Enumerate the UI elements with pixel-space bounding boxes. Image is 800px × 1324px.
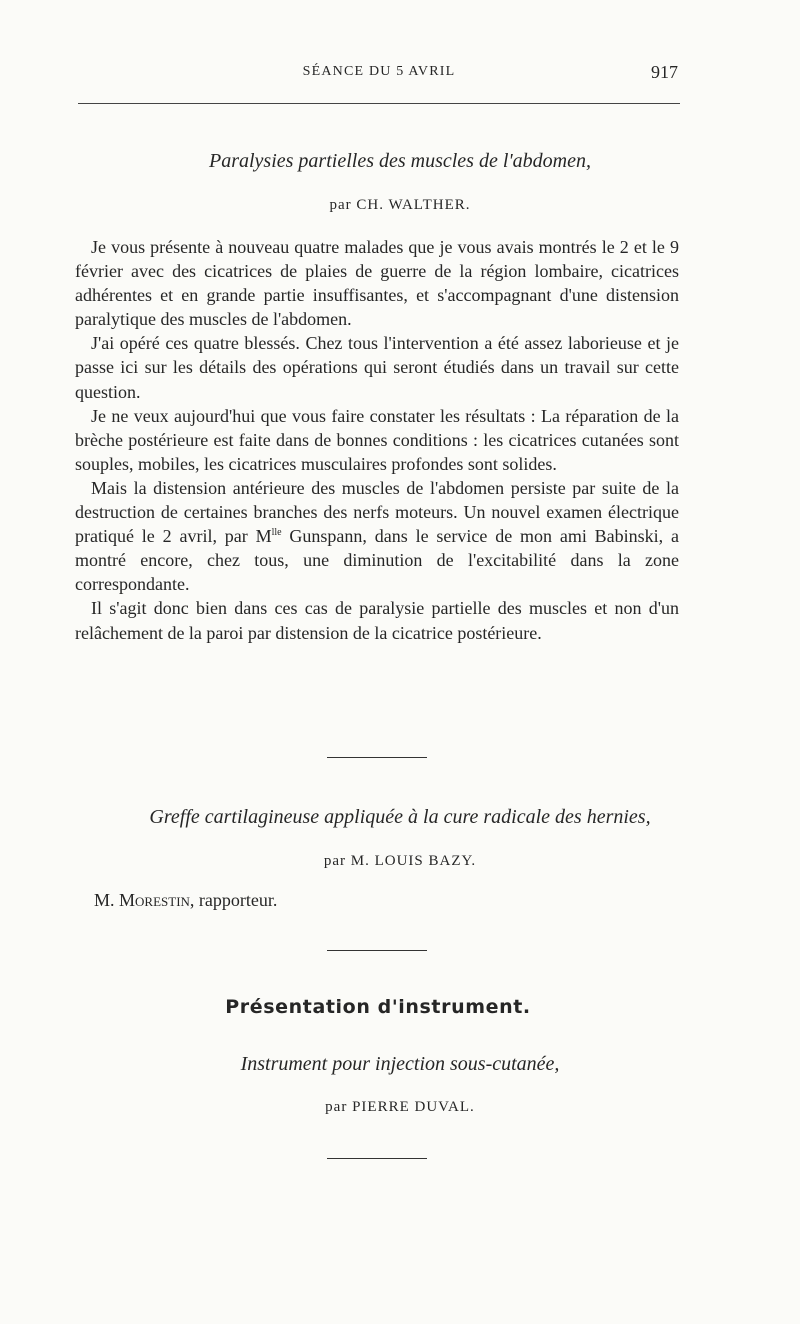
section-divider-1 [327,757,427,758]
reporter-prefix: M. [94,890,120,910]
article-title-bazy: Greffe cartilagineuse appliquée à la cure radicale des hernies, [149,806,651,828]
running-head [78,64,680,88]
section-divider-3 [327,1158,427,1159]
paragraph-4 [75,476,679,596]
reporter-name: Morestin [119,890,190,910]
paragraph-4-text-b: Gunspann, dans le service de mon ami Babinski, a montré encore, chez tous, une diminution de l'excitabilité dans la zone correspondante. [75,526,679,595]
article-byline-walther: par CH. WALTHER. [329,197,471,213]
running-title: SÉANCE DU 5 AVRIL [302,64,456,79]
header-rule [78,103,680,104]
article-title-walther: Paralysies partielles des muscles de l'abdomen, [209,150,591,172]
article-body-walther [75,235,679,645]
paragraph-2: J'ai opéré ces quatre blessés. Chez tous l'intervention a été assez laborieuse et je passe ici sur les détails des opérations qui seront étudiés dans un travail sur cette question. [75,333,679,402]
page-number: 917 [651,62,678,82]
paragraph-3: Je ne veux aujourd'hui que vous faire constater les résultats : La réparation de la brèche postérieure est faite dans de bonnes conditions : les cicatrices cutanées sont souples, mobiles, les cicatrices musculaires profondes sont solides. [75,405,679,474]
paragraph-4-text-a: Mais la distension antérieure des muscles de l'abdomen persiste par suite de la destruction de certaines branches des nerfs moteurs. Un nouvel examen électrique pratiqué le 2 avril, par M [75,477,679,547]
article-title-duval: Instrument pour injection sous-cutanée, [240,1053,560,1075]
paragraph-1: Je vous présente à nouveau quatre malades que je vous avais montrés le 2 et le 9 février avec des cicatrices de plaies de guerre de la région lombaire, cicatrices adhérentes et en grande partie insuffisantes, et s'accompagnant d'une distension paralytique des muscles de l'abdomen. [75,237,679,330]
article-byline-bazy: par M. LOUIS BAZY. [323,853,477,869]
reporter-suffix: , rapporteur. [189,890,278,910]
section-divider-2 [327,950,427,951]
paragraph-4-superscript: lle [271,527,282,539]
section-heading: Présentation d'instrument. [225,996,531,1018]
paragraph-5: Il s'agit donc bien dans ces cas de paralysie partielle des muscles et non d'un relâchement de la paroi par distension de la cicatrice postérieure. [75,598,679,643]
article-byline-duval: par PIERRE DUVAL. [325,1099,475,1115]
reporter-line [94,890,277,911]
